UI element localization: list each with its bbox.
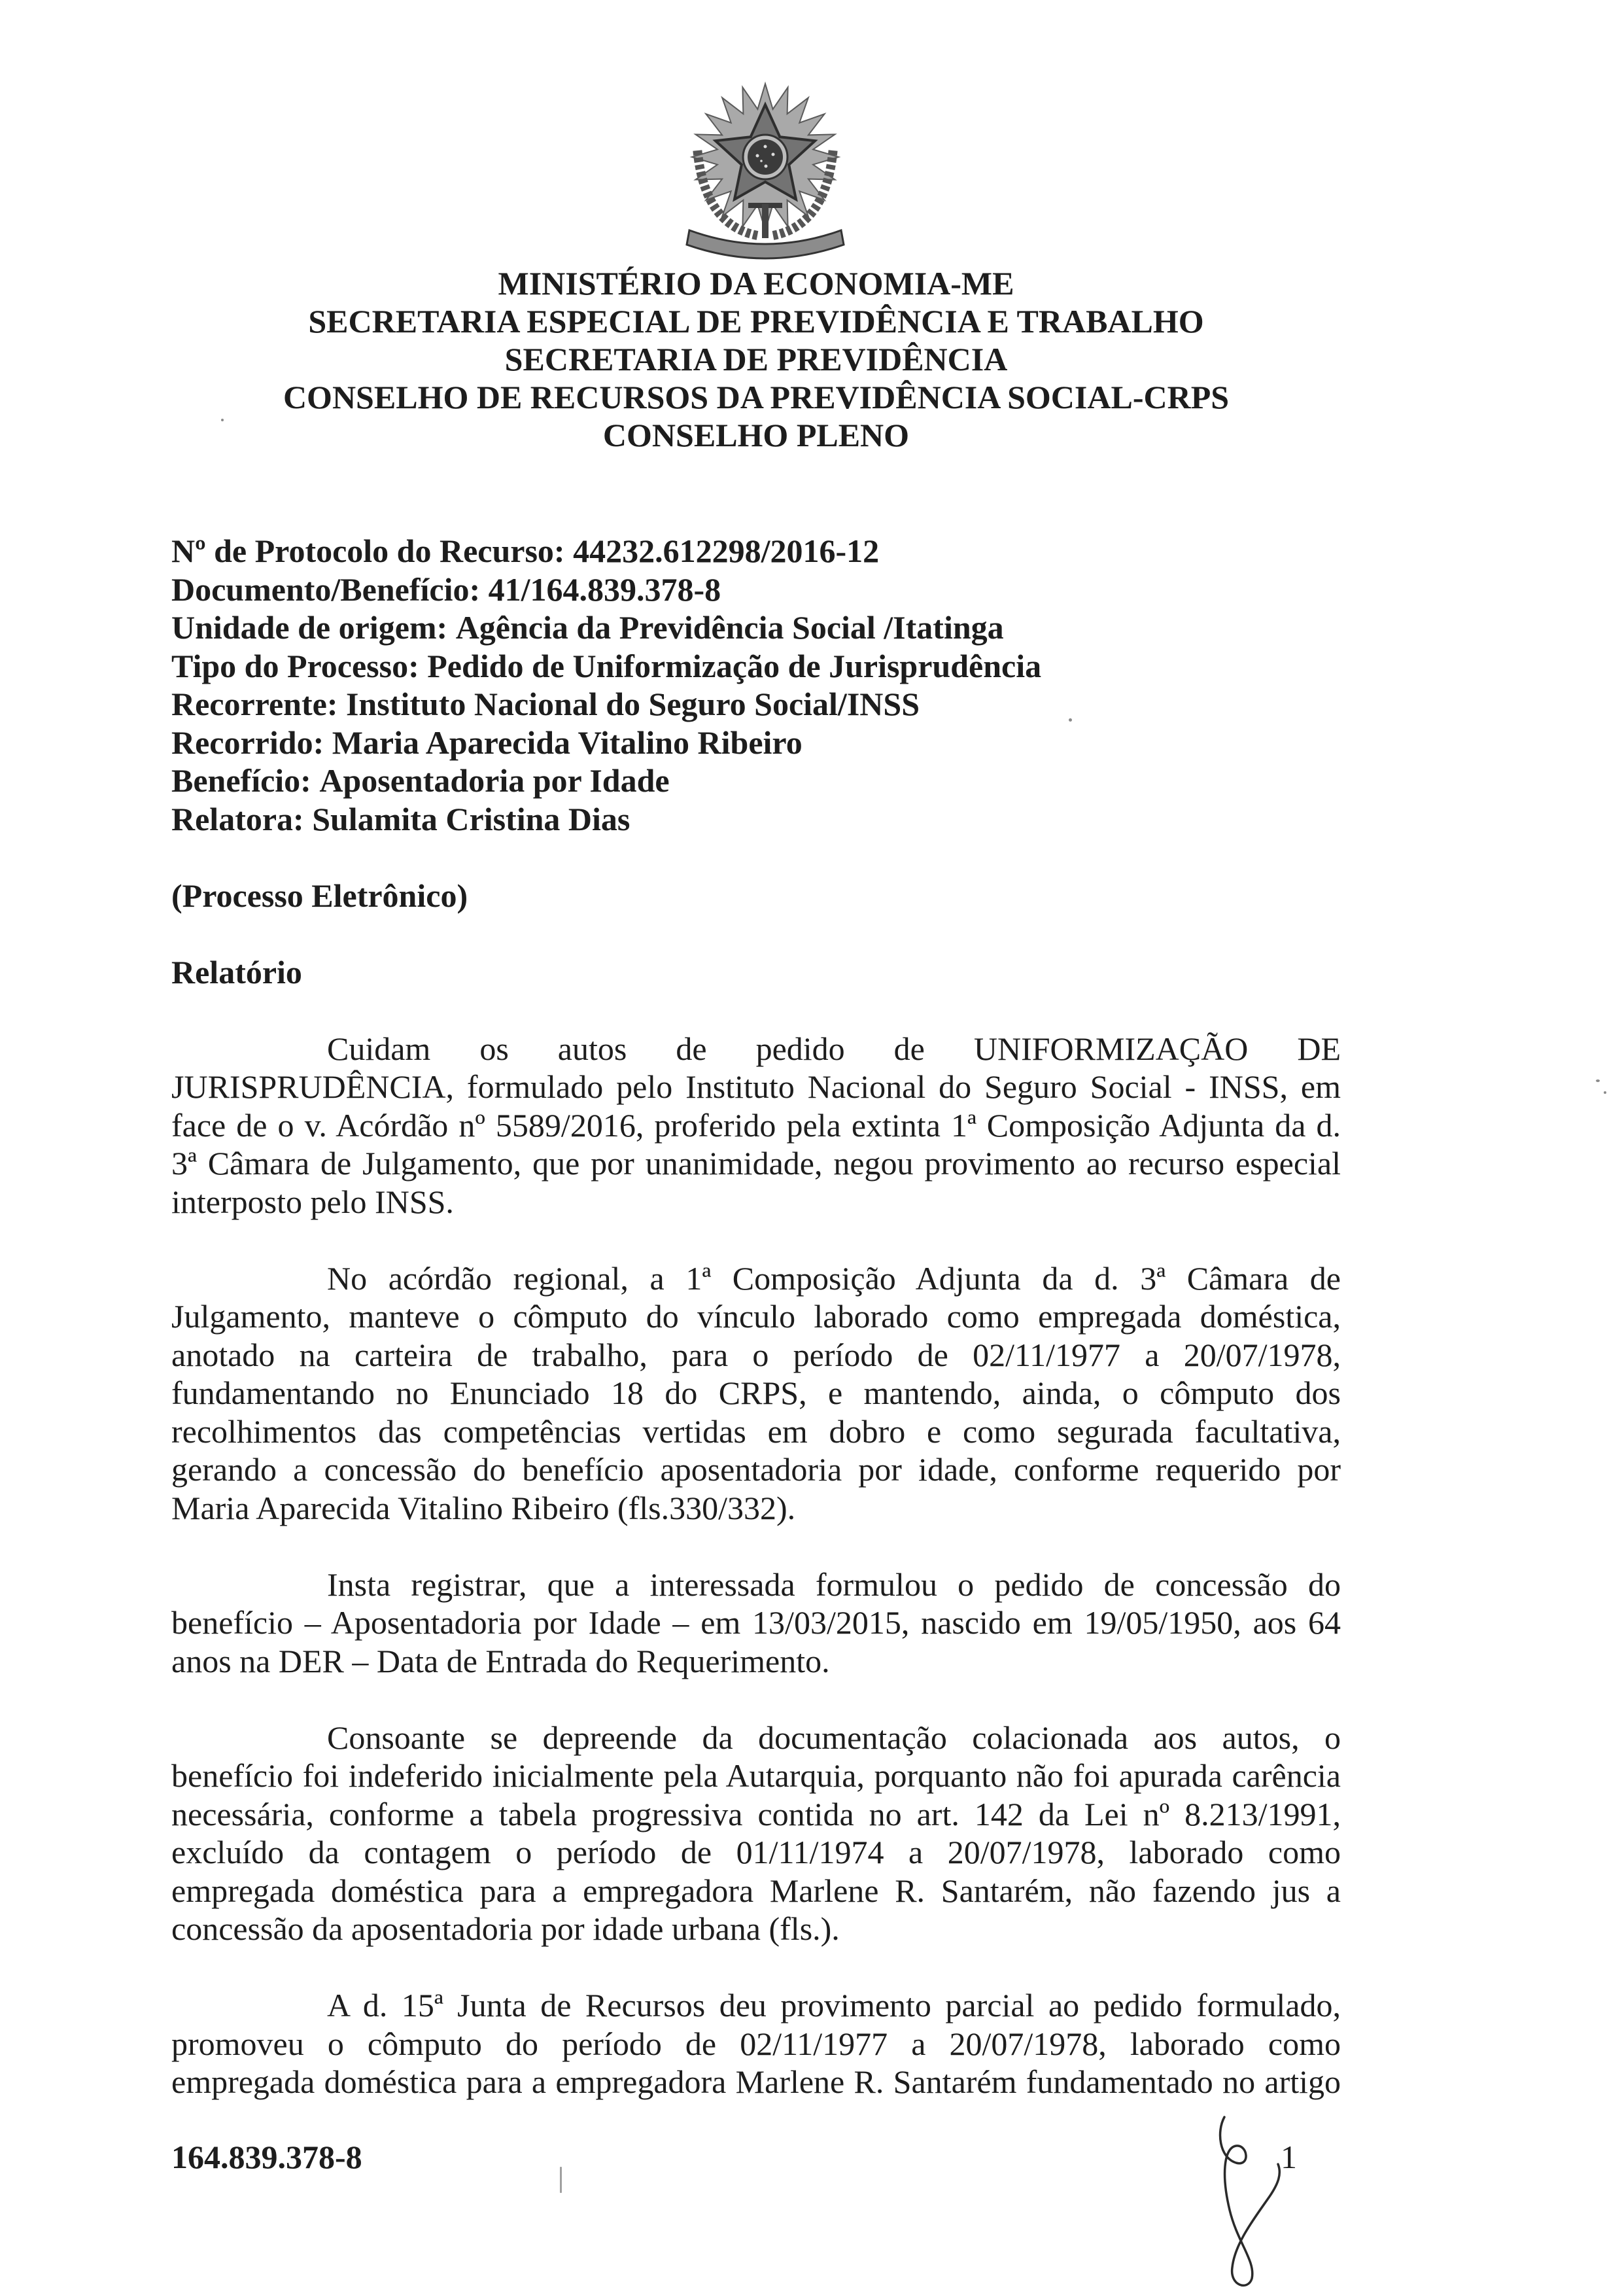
paragraph-line: Consoante se depreende da documentação colacionada aos autos, o	[327, 1719, 1341, 1756]
paragraph-line: benefício foi indeferido inicialmente pela Autarquia, porquanto não foi apurada carência	[171, 1757, 1341, 1794]
paragraph-2	[171, 1259, 1341, 1528]
paragraph-line: Julgamento, manteve o cômputo do vínculo laborado como empregada doméstica,	[171, 1298, 1341, 1335]
paragraph-line: JURISPRUDÊNCIA, formulado pelo Instituto Nacional do Seguro Social - INSS, em	[171, 1068, 1341, 1105]
paragraph-line: excluído da contagem o período de 01/11/1974 a 20/07/1978, laborado como	[171, 1834, 1341, 1870]
paragraph-line: interposto pelo INSS.	[171, 1183, 454, 1220]
signature-stroke	[1220, 2117, 1280, 2285]
paragraph-line: promoveu o cômputo do período de 02/11/1977 a 20/07/1978, laborado como	[171, 2025, 1341, 2062]
paragraph-line: anos na DER – Data de Entrada do Requerimento.	[171, 1642, 830, 1679]
case-info-value: 41/164.839.378-8	[488, 570, 721, 608]
paragraph-4	[171, 1719, 1341, 1948]
emblem-sword-hilt	[762, 204, 769, 238]
case-info-value: Agência da Previdência Social /Itatinga	[455, 609, 1004, 646]
case-info-value: 44232.612298/2016-12	[573, 533, 880, 569]
paragraph-line: empregada doméstica para a empregadora Marlene R. Santarém fundamentado no artigo	[171, 2063, 1341, 2100]
handwritten-initials-icon	[1210, 2112, 1288, 2292]
case-info-label: Unidade de origem:	[171, 609, 448, 646]
case-info-row	[171, 685, 1341, 724]
case-info-row	[171, 608, 1341, 647]
paragraph-line: 3ª Câmara de Julgamento, que por unanimidade, negou provimento ao recurso especial	[171, 1145, 1341, 1182]
paragraph-line: A d. 15ª Junta de Recursos deu provimento parcial ao pedido formulado,	[327, 1987, 1341, 2023]
paragraph-5	[171, 1986, 1341, 2101]
scan-mark	[560, 2167, 562, 2193]
paragraph-line: Maria Aparecida Vitalino Ribeiro (fls.330/332).	[171, 1489, 796, 1526]
emblem-star-dot	[772, 153, 775, 156]
header-ministry: MINISTÉRIO DA ECONOMIA-ME	[498, 265, 1014, 302]
case-info-value: Aposentadoria por Idade	[319, 762, 670, 799]
header-special-secretariat: SECRETARIA ESPECIAL DE PREVIDÊNCIA E TRABALHO	[308, 303, 1204, 340]
case-info-row	[171, 724, 1341, 762]
paragraph-line: recolhimentos das competências vertidas em dobro e como segurada facultativa,	[171, 1412, 1341, 1450]
case-info-label: Recorrido:	[171, 724, 324, 761]
case-info-value: Sulamita Cristina Dias	[312, 800, 631, 837]
scan-speck	[1604, 1091, 1606, 1094]
case-info-label: Relatora:	[171, 800, 304, 837]
document-body	[171, 532, 1341, 2101]
case-info-row	[171, 532, 1341, 570]
scan-speck	[1069, 718, 1072, 722]
section-title: Relatório	[171, 953, 302, 990]
case-info-value: Pedido de Uniformização de Jurisprudência	[427, 647, 1042, 684]
paragraph-line: necessária, conforme a tabela progressiva contida no art. 142 da Lei nº 8.213/1991,	[171, 1795, 1341, 1832]
scan-speck	[1596, 1079, 1600, 1082]
header-secretariat: SECRETARIA DE PREVIDÊNCIA	[504, 341, 1008, 377]
scan-speck	[221, 419, 224, 421]
paragraph-line: face de o v. Acórdão nº 5589/2016, proferido pela extinta 1ª Composição Adjunta da d.	[171, 1106, 1341, 1144]
footer-document-number: 164.839.378-8	[171, 2139, 362, 2175]
case-info-label: Benefício:	[171, 762, 311, 799]
header-plenary: CONSELHO PLENO	[602, 417, 910, 453]
brazil-coat-of-arms-icon	[680, 80, 850, 263]
page-number: 1	[1281, 2139, 1297, 2175]
case-info-row	[171, 570, 1341, 609]
case-info-row	[171, 647, 1341, 686]
emblem-star-dot	[765, 165, 768, 168]
header-council: CONSELHO DE RECURSOS DA PREVIDÊNCIA SOCIAL-CRPS	[283, 379, 1230, 415]
emblem-star-dot	[764, 145, 767, 149]
case-info-label: Nº de Protocolo do Recurso:	[171, 533, 565, 569]
document-header	[171, 264, 1341, 454]
emblem-star-dot	[756, 154, 759, 158]
emblem-star-dot	[760, 160, 763, 162]
paragraph-1	[171, 1030, 1341, 1221]
emblem-globe	[748, 139, 783, 175]
paragraph-line: anotado na carteira de trabalho, para o período de 02/11/1977 a 20/07/1978,	[171, 1336, 1341, 1373]
paragraph-line: fundamentando no Enunciado 18 do CRPS, e mantendo, ainda, o cômputo dos	[171, 1375, 1341, 1411]
paragraph-3	[171, 1566, 1341, 1681]
case-info	[171, 532, 1341, 838]
paragraph-line: concessão da aposentadoria por idade urbana (fls.).	[171, 1910, 840, 1947]
paragraph-line: benefício – Aposentadoria por Idade – em 13/03/2015, nascido em 19/05/1950, aos 64	[171, 1604, 1341, 1641]
electronic-process-note: (Processo Eletrônico)	[171, 877, 468, 914]
paragraph-line: Insta registrar, que a interessada formulou o pedido de concessão do	[327, 1566, 1341, 1603]
case-info-value: Instituto Nacional do Seguro Social/INSS	[345, 686, 920, 722]
paragraph-line: gerando a concessão do benefício aposentadoria por idade, conforme requerido por	[171, 1451, 1341, 1488]
case-info-row	[171, 762, 1341, 800]
case-info-label: Recorrente:	[171, 686, 338, 722]
paragraph-line: empregada doméstica para a empregadora Marlene R. Santarém, não fazendo jus a	[171, 1872, 1341, 1909]
case-info-row	[171, 800, 1341, 839]
case-info-label: Tipo do Processo:	[171, 647, 419, 684]
paragraph-line: No acórdão regional, a 1ª Composição Adjunta da d. 3ª Câmara de	[327, 1259, 1341, 1297]
case-info-label: Documento/Benefício:	[171, 570, 481, 608]
paragraph-line: Cuidam os autos de pedido de UNIFORMIZAÇÃO DE	[327, 1030, 1341, 1067]
case-info-value: Maria Aparecida Vitalino Ribeiro	[332, 724, 803, 761]
